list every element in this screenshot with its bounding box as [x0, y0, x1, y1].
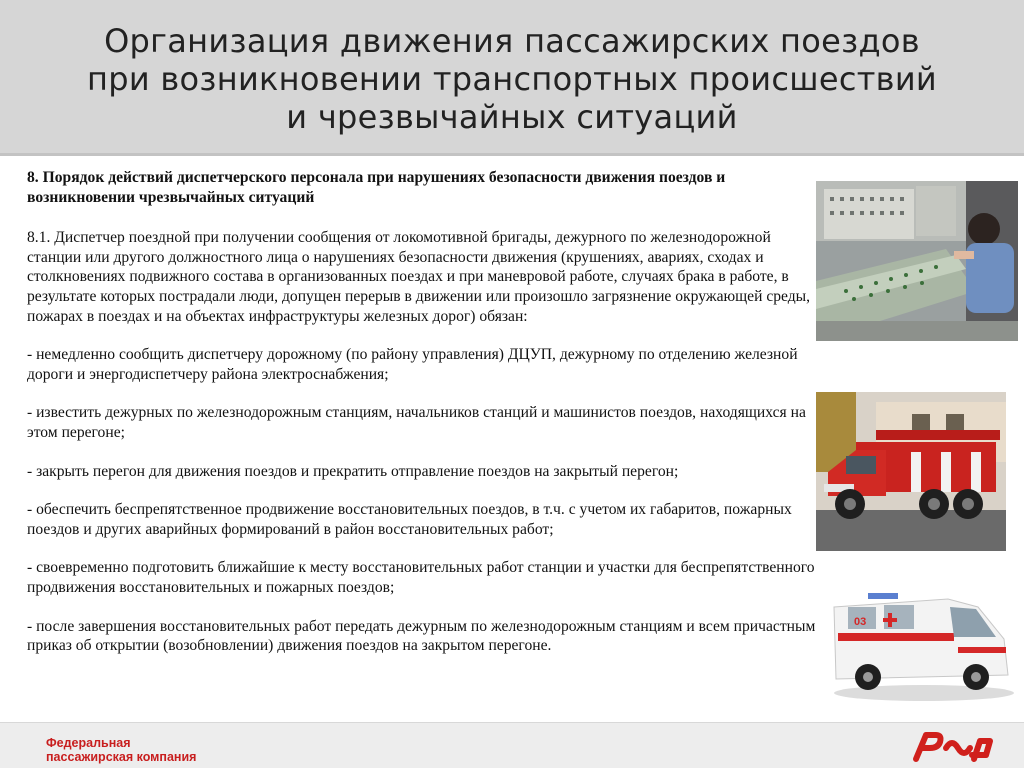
paragraph-item-6: - после завершения восстановительных работ передать дежурным по железнодорожным станциям и всем причастным приказ об открытии (возобновлении) движения поездов на закрытом перегоне. — [27, 617, 816, 655]
ambulance-photo — [828, 577, 1016, 705]
paragraph-item-2: - известить дежурных по железнодорожным станциям, начальников станций и машинистов поездов, находящихся на этом перегоне; — [27, 404, 806, 441]
ambulance-number-label: 03 — [854, 616, 867, 628]
section-title: 8. Порядок действий диспетчерского персонала при нарушениях безопасности движения поездов и возникновении чрезвычайных ситуаций — [27, 169, 726, 206]
rzd-logo — [908, 729, 994, 768]
dispatcher-photo — [816, 181, 1018, 341]
company-name: Федеральная пассажирская компания — [46, 736, 197, 764]
paragraph-item-4: - обеспечить беспрепятственное продвижение восстановительных поездов, в т.ч. с учетом их габаритов, пожарных поездов и других аварийных формирований в район восстановительных работ; — [27, 501, 792, 538]
paragraph-item-1: - немедленно сообщить диспетчеру дорожному (по району управления) ДЦУП, дежурному по отделению железной дороги и энергодиспетчеру района электроснабжения; — [27, 346, 798, 383]
paragraph-intro: 8.1. Диспетчер поездной при получении сообщения от локомотивной бригады, дежурного по железнодорожной станции или другого должностного лица о нарушениях безопасности движения (крушениях, авариях, сходах и столкновениях подвижного состава в организованных поездах и при маневровой работе, случаях брака в работе, в результате которых пострадали люди, допущен перерыв в движении или произошло загрязнение окружающей среды, пожарах в поездах и на объектах инфраструктуры железных дорог) обязан: — [27, 229, 811, 325]
fire-truck-photo — [816, 392, 1006, 551]
slide-title: Организация движения пассажирских поездов при возникновении транспортных происшествий и чрезвычайных ситуаций — [86, 22, 938, 136]
paragraph-item-3: - закрыть перегон для движения поездов и прекратить отправление поездов на закрытый перегон; — [27, 462, 679, 480]
document-body — [27, 168, 827, 675]
slide-footer — [0, 722, 1024, 768]
slide-header — [0, 0, 1024, 156]
paragraph-item-5: - своевременно подготовить ближайшие к месту восстановительных работ станции и участки для беспрепятственного продвижения восстановительных и пожарных поездов; — [27, 559, 815, 596]
